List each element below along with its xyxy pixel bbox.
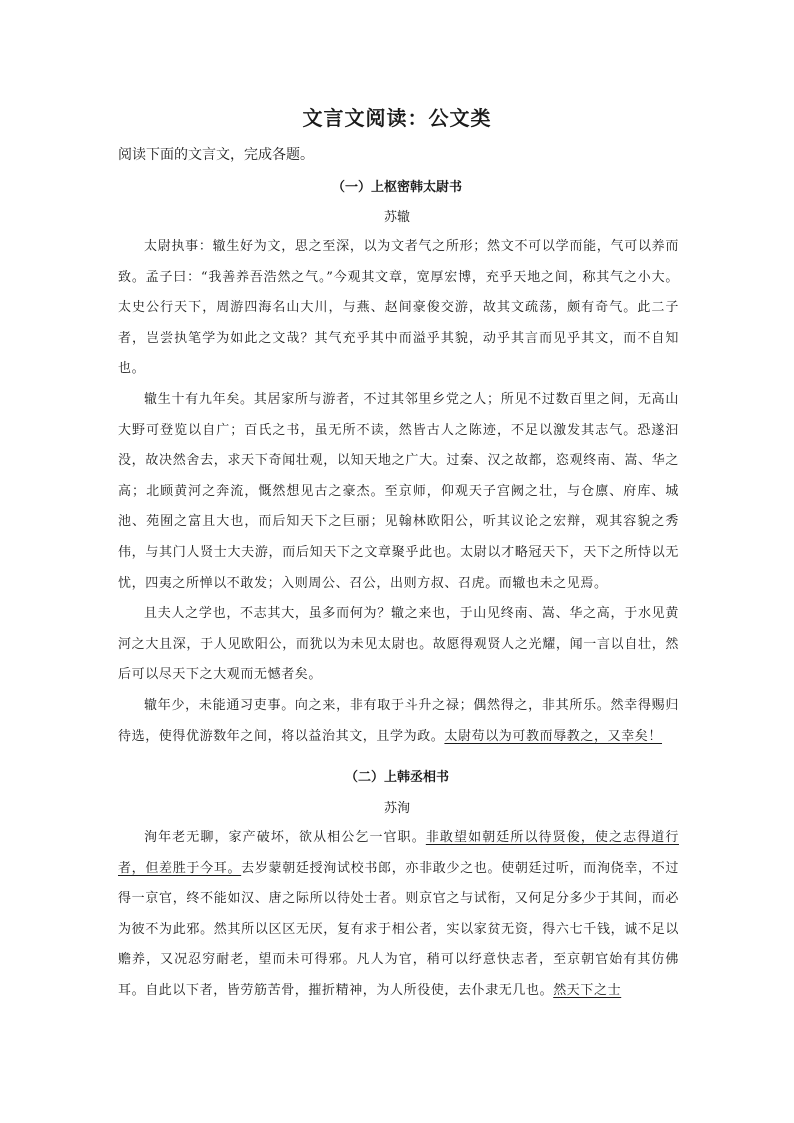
underlined-sentence: 太尉苟以为可教而辱教之，又幸矣！ [444,728,663,744]
section2-text-middle: 去岁蒙朝廷授洵试校书郎，亦非敢少之也。使朝廷过听，而洵侥幸，不过得一京官，终不能如汉、唐之际所以待处士者。则京官之与试衔，又何足分多少于其间，而必为彼不为此邪。然其所以区区无厌，复有求于相公者，实以家贫无资，得六七千钱，诚不足以赡养，又况忍穷耐老，望而未可得邪。凡人为官，稍可以纾意快志者，至京朝官始有其仿佛耳。自此以下者，皆劳筋苦骨，摧折精神，为人所役使，去仆隶无几也。 [118,860,679,998]
page-title: 文言文阅读：公文类 [302,106,492,130]
section1-paragraph: 太尉执事：辙生好为文，思之至深，以为文者气之所形；然文不可以学而能，气可以养而致。孟子曰：“我善养吾浩然之气。”今观其文章，宽厚宏博，充乎天地之间，称其气之小大。太史公行天下，周游四海名山大川，与燕、赵间豪俊交游，故其文疏荡，颇有奇气。此二子者，岂尝执笔学为如此之文哉？其气充乎其中而溢乎其貌，动乎其言而见乎其文，而不自知也。 [118,239,679,377]
section1-paragraph: 且夫人之学也，不志其大，虽多而何为？辙之来也，于山见终南、嵩、华之高，于水见黄河之大且深，于人见欧阳公，而犹以为未见太尉也。故愿得观贤人之光耀，闻一言以自壮，然后可以尽天下之大观而无憾者矣。 [118,606,679,683]
section1-author: 苏辙 [383,210,410,225]
section2-body [118,823,679,1007]
section1-paragraph [118,691,679,752]
section1-paragraph: 辙生十有九年矣。其居家所与游者，不过其邻里乡党之人；所见不过数百里之间，无高山大野可登览以自广；百氏之书，虽无所不读，然皆古人之陈迹，不足以激发其志气。恐遂汩没，故决然舍去，求天下奇闻壮观，以知天地之广大。过秦、汉之故都，恣观终南、嵩、华之高；北顾黄河之奔流，慨然想见古之豪杰。至京师，仰观天子宫阙之壮，与仓廪、府库、城池、苑囿之富且大也，而后知天下之巨丽；见翰林欧阳公，听其议论之宏辩，观其容貌之秀伟，与其门人贤士大夫游，而后知天下之文章聚乎此也。太尉以才略冠天下，天下之所恃以无忧，四夷之所惮以不敢发；入则周公、召公，出则方叔、召虎。而辙也未之见焉。 [118,391,679,591]
section2-paragraph [118,823,679,1007]
underlined-sentence: 非敢望如朝廷所以待贤俊，使之志得道行者，但差胜于今耳。 [118,830,679,876]
instruction-text: 阅读下面的文言文，完成各题。 [118,147,314,163]
section2-author: 苏洵 [383,801,410,816]
section2-heading: （二）上韩丞相书 [344,770,449,785]
section1-heading: （一）上枢密韩太尉书 [331,180,462,195]
underlined-fragment: 然天下之士 [553,982,622,998]
section2-text-start: 洵年老无聊，家产破坏，欲从相公乞一官职。 [144,830,426,845]
section1-body [118,232,679,752]
section1-paragraph-text: 辙年少，未能通习吏事。向之来，非有取于斗升之禄；偶然得之，非其所乐。然幸得赐归待选，使得优游数年之间，将以益治其文，且学为政。 [118,697,679,744]
